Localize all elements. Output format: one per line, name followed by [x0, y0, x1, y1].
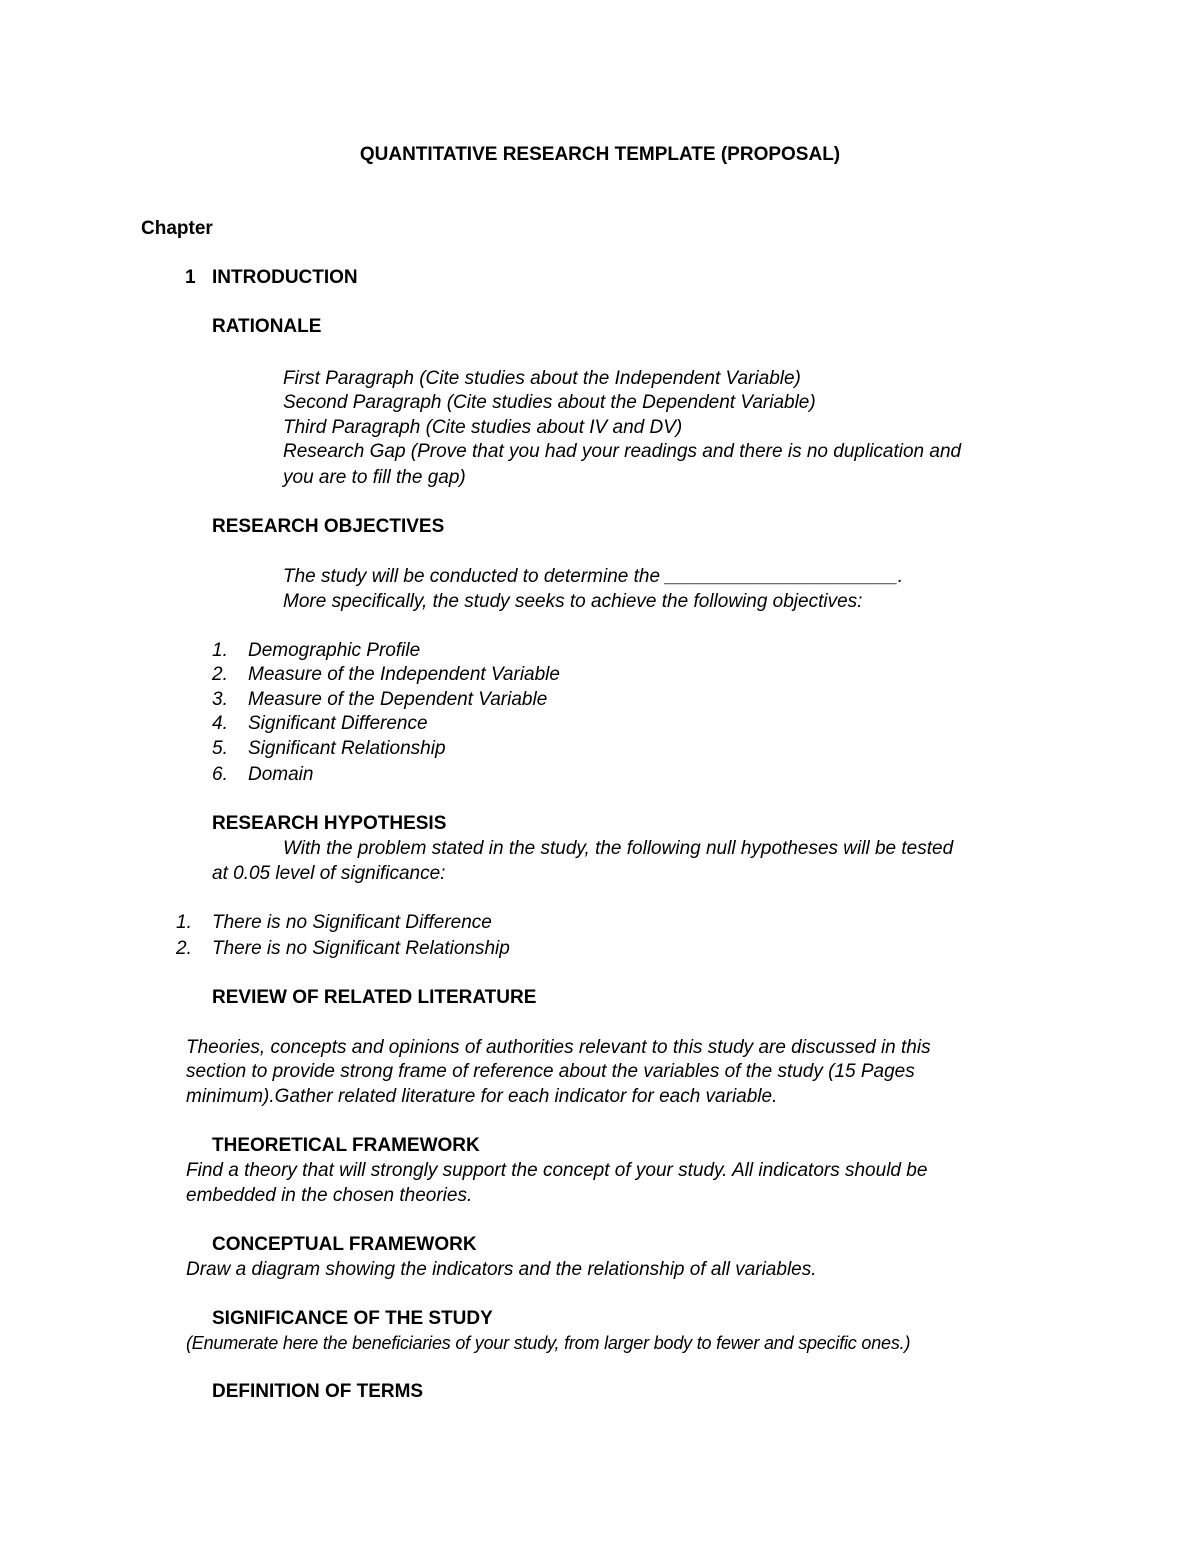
- chapter-label: Chapter: [141, 218, 213, 239]
- objective-item: [212, 662, 560, 687]
- hypothesis-item: [176, 936, 510, 961]
- objective-text: Measure of the Independent Variable: [248, 664, 560, 685]
- rationale-line: Research Gap (Prove that you had your readings and there is no duplication and: [283, 441, 962, 462]
- hypothesis-number: 1.: [176, 912, 192, 933]
- theoretical-line: embedded in the chosen theories.: [186, 1185, 473, 1206]
- objective-item: [212, 711, 428, 736]
- literature-line: Theories, concepts and opinions of authorities relevant to this study are discussed in this: [186, 1037, 931, 1058]
- hypothesis-line: at 0.05 level of significance:: [212, 863, 446, 884]
- chapter-title: INTRODUCTION: [212, 267, 358, 288]
- chapter-number: 1: [185, 267, 196, 288]
- document-title: QUANTITATIVE RESEARCH TEMPLATE (PROPOSAL): [359, 144, 841, 165]
- objective-item: [212, 638, 420, 663]
- conceptual-heading: CONCEPTUAL FRAMEWORK: [212, 1234, 477, 1255]
- objective-number: 1.: [212, 640, 228, 661]
- objective-text: Measure of the Dependent Variable: [248, 689, 548, 710]
- literature-line: section to provide strong frame of reference about the variables of the study (15 Pages: [186, 1061, 915, 1082]
- rationale-line: First Paragraph (Cite studies about the Independent Variable): [283, 368, 801, 389]
- objective-number: 6.: [212, 764, 228, 785]
- objective-number: 2.: [212, 664, 228, 685]
- objective-number: 5.: [212, 738, 228, 759]
- objective-text: Significant Relationship: [248, 738, 446, 759]
- hypothesis-line: With the problem stated in the study, the following null hypotheses will be tested: [283, 838, 954, 859]
- significance-line: (Enumerate here the beneficiaries of your study, from larger body to fewer and specific ones.): [186, 1333, 911, 1353]
- significance-heading: SIGNIFICANCE OF THE STUDY: [212, 1308, 493, 1329]
- rationale-line: Second Paragraph (Cite studies about the Dependent Variable): [283, 392, 816, 413]
- theoretical-heading: THEORETICAL FRAMEWORK: [212, 1135, 480, 1156]
- definitions-heading: DEFINITION OF TERMS: [212, 1381, 424, 1402]
- hypothesis-text: There is no Significant Difference: [212, 912, 492, 933]
- rationale-line: you are to fill the gap): [283, 467, 466, 488]
- conceptual-line: Draw a diagram showing the indicators and the relationship of all variables.: [186, 1259, 817, 1280]
- rationale-heading: RATIONALE: [212, 316, 322, 337]
- objective-text: Demographic Profile: [248, 640, 421, 661]
- rationale-line: Third Paragraph (Cite studies about IV and DV): [283, 417, 683, 438]
- theoretical-line: Find a theory that will strongly support the concept of your study. All indicators should be: [186, 1160, 928, 1181]
- objective-text: Domain: [248, 764, 314, 785]
- literature-line: minimum).Gather related literature for each indicator for each variable.: [186, 1086, 778, 1107]
- objective-item: [212, 762, 313, 787]
- objective-number: 3.: [212, 689, 228, 710]
- objectives-intro: More specifically, the study seeks to achieve the following objectives:: [283, 591, 863, 612]
- objective-number: 4.: [212, 713, 228, 734]
- objectives-heading: RESEARCH OBJECTIVES: [212, 516, 445, 537]
- objective-item: [212, 736, 446, 761]
- hypothesis-heading: RESEARCH HYPOTHESIS: [212, 813, 447, 834]
- objective-text: Significant Difference: [248, 713, 428, 734]
- objectives-intro: The study will be conducted to determine the ______________________.: [283, 566, 904, 587]
- hypothesis-text: There is no Significant Relationship: [212, 938, 510, 959]
- hypothesis-number: 2.: [176, 938, 192, 959]
- hypothesis-item: [176, 910, 492, 935]
- literature-heading: REVIEW OF RELATED LITERATURE: [212, 987, 537, 1008]
- objective-item: [212, 687, 547, 712]
